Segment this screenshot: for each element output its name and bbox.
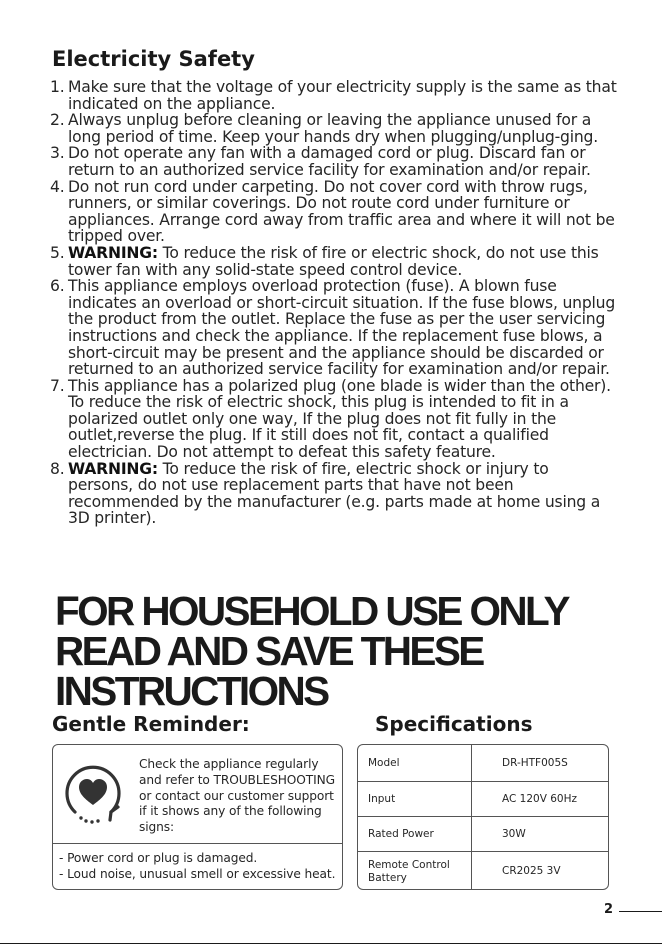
table-row: Input AC 120V 60Hz (358, 782, 608, 817)
safety-item: 8. WARNING: To reduce the risk of fire, electric shock or injury to persons, do not use replacement parts that have not been recommended by the manufacturer (e.g. parts made at home using a 3D printer). (50, 459, 601, 528)
section-title-electricity-safety: Electricity Safety (52, 47, 255, 71)
section-title-specifications: Specifications (375, 712, 533, 736)
list-item: - Loud noise, unusual smell or excessive heat. (59, 866, 336, 881)
page-number: 2 (604, 902, 614, 917)
reminder-top (53, 745, 342, 844)
table-row: Remote Control Battery CR2025 3V (358, 852, 608, 890)
safety-list (50, 79, 618, 527)
reminder-text: Check the appliance regularly and refer to TROUBLESHOOTING or contact our customer support if it shows any of the following signs: (139, 757, 335, 835)
safety-item: 7. This appliance has a polarized plug (one blade is wider than the other). To reduce the risk of electric shock, this plug is intended to fit in a polarized outlet only one way, If the plug does not fit fully in the outlet,reverse the plug. If it still does not fit, contact a qualified electrician. Do not attempt to defeat this safety feature. (50, 376, 611, 462)
bottom-divider (0, 943, 662, 944)
safety-item: 1. Make sure that the voltage of your electricity supply is the same as that indicated on the appliance. (50, 78, 617, 113)
reminder-signs (59, 851, 335, 882)
safety-item: 5. WARNING: To reduce the risk of fire or electric shock, do not use this tower fan with any solid-state speed control device. (50, 243, 599, 279)
heart-care-icon (61, 760, 125, 828)
safety-item: 2. Always unplug before cleaning or leaving the appliance unused for a long period of time. Keep your hands dry when plugging/unplug-ging. (50, 111, 599, 146)
table-row: Model DR-HTF005S (358, 745, 608, 782)
headline-line: FOR HOUSEHOLD USE ONLY (55, 588, 568, 634)
page-number-rule (619, 911, 662, 912)
household-use-headline (55, 588, 568, 714)
section-title-gentle-reminder: Gentle Reminder: (52, 712, 250, 736)
reminder-box (52, 744, 343, 890)
safety-item: 6. This appliance employs overload protection (fuse). A blown fuse indicates an overload or short-circuit situation. If the fuse blows, unplug the product from the outlet. Replace the fuse as per the user servicing instructions and check the appliance. If the replacement fuse blows, a short-circuit may be present and the appliance should be discarded or returned to an authorized service facility for examination and/or repair. (50, 277, 616, 379)
warning-label: WARNING: (68, 243, 158, 262)
headline-line: INSTRUCTIONS (55, 668, 328, 714)
table-row: Rated Power 30W (358, 817, 608, 852)
headline-line: READ AND SAVE THESE (55, 628, 483, 674)
safety-item: 3. Do not operate any fan with a damaged cord or plug. Discard fan or return to an authorized service facility for examination and/or repair. (50, 144, 591, 179)
list-item: - Power cord or plug is damaged. (59, 851, 258, 865)
specifications-table (357, 744, 609, 890)
safety-item: 4. Do not run cord under carpeting. Do not cover cord with throw rugs, runners, or similar coverings. Do not route cord under furniture or appliances. Arrange cord away from traffic area and where it will not be tripped over. (50, 177, 615, 246)
warning-label: WARNING: (68, 459, 158, 478)
